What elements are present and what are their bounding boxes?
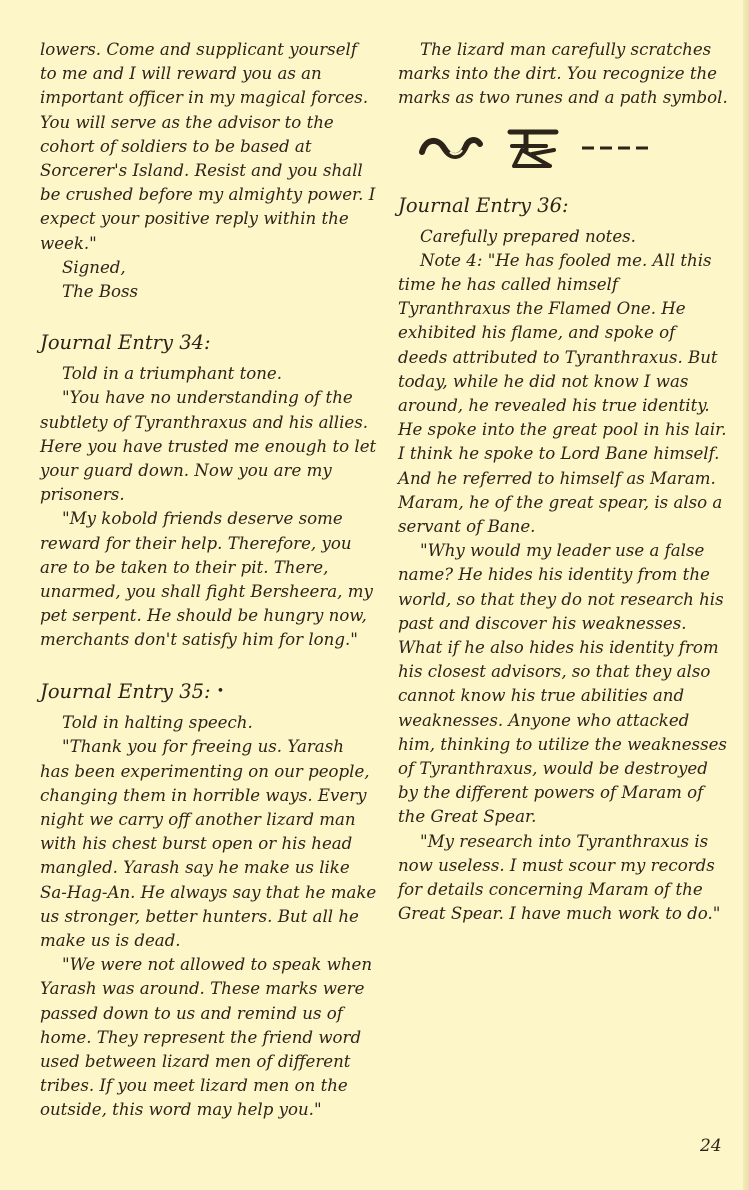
entry-35-tone: Told in halting speech.: [62, 713, 253, 733]
letter-signed: Signed,: [62, 257, 126, 277]
entry-36-tone: Carefully prepared notes.: [420, 226, 636, 246]
right-column: [398, 38, 728, 927]
entry-34-tone: Told in a triumphant tone.: [62, 364, 283, 384]
page-edge: [743, 0, 749, 1190]
entry-36-paragraph: Note 4: "He has fooled me. All this time he has called himself Tyranthraxus the Flamed One. He exhibited his flame, and spoke of deeds attributed to Tyranthraxus. But today, while he did not know I was around, he revealed his true identity. He spoke into the great pool in his lair. I think he spoke to Lord Bane himself. And he referred to himself as Maram. Maram, he of the great spear, is also a servant of Bane.: [398, 250, 727, 537]
journal-entry-36-heading: Journal Entry 36:: [398, 193, 569, 217]
entry-35-paragraph: "We were not allowed to speak when Yarash was around. These marks were passed down to us and remind us of home. They represent the friend word used between lizard men of different tribes. If you meet lizard men on the outside, this word may help you.": [40, 955, 373, 1120]
entry-35-continuation: The lizard man carefully scratches marks into the dirt. You recognize the marks as two runes and a path symbol.: [398, 40, 728, 108]
rune-marks: [416, 123, 728, 173]
entry-36-paragraph: "My research into Tyranthraxus is now useless. I must scour my records for details concerning Maram of the Great Spear. I have much work to do.": [398, 831, 721, 924]
journal-entry-34-heading: Journal Entry 34:: [40, 331, 211, 355]
entry-35-paragraph: "Thank you for freeing us. Yarash has been experimenting on our people, changing them in horrible ways. Every night we carry off another lizard man with his chest burst open or his head mangled. Yarash say he make us like Sa-Hag-An. He always say that he make us stronger, better hunters. But all he make us is dead.: [40, 737, 377, 950]
entry-34-paragraph: "My kobold friends deserve some reward for their help. Therefore, you are to be taken to their pit. There, unarmed, you shall fight Bersheera, my pet serpent. He should be hungry now, merchants don't satisfy him for long.": [40, 509, 373, 650]
wave-rune-icon: [416, 130, 486, 166]
path-symbol-icon: [580, 141, 654, 155]
left-column: [40, 38, 378, 1123]
journal-entry-35-heading: Journal Entry 35: •: [40, 679, 225, 703]
page-number: 24: [700, 1136, 722, 1156]
bullet-mark: •: [216, 684, 225, 700]
entry-34-paragraph: "You have no understanding of the subtlety of Tyranthraxus and his allies. Here you have trusted me enough to let your guard down. Now you are my prisoners.: [40, 388, 377, 505]
entry-36-paragraph: "Why would my leader use a false name? He hides his identity from the world, so that they do not research his past and discover his weaknesses. What if he also hides his identity from his closest advisors, so that they also cannot know his true abilities and weaknesses. Anyone who attacked him, thinking to utilize the weaknesses of Tyranthraxus, would be destroyed by the different powers of Maram of the Great Spear.: [398, 541, 727, 827]
letter-signer: The Boss: [62, 282, 139, 302]
letter-continuation: lowers. Come and supplicant yourself to me and I will reward you as an important officer in my magical forces. You will serve as the advisor to the cohort of soldiers to be based at Sorcerer's Island. Resist and you shall be crushed before my almighty power. I expect your positive reply within the week.": [40, 40, 376, 253]
tree-rune-icon: [502, 126, 564, 170]
